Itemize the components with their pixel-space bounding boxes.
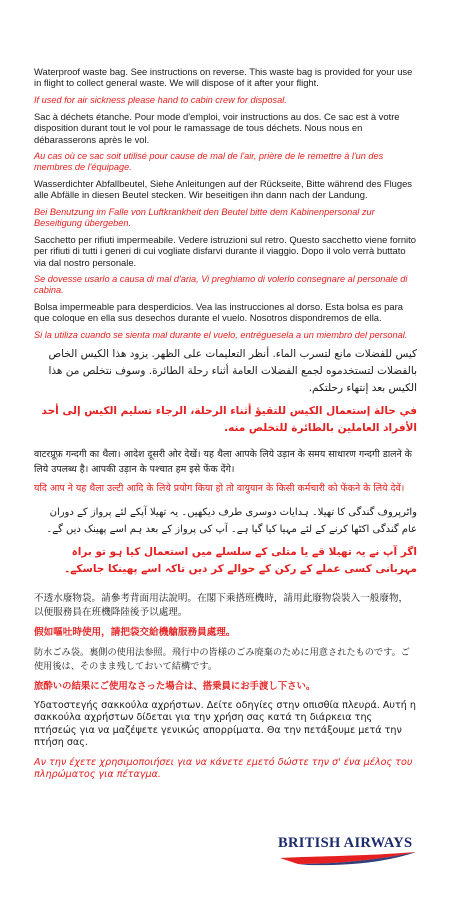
japanese-notice: 旅酔いの結果にご使用なさった場合は、搭乗員にお手渡し下さい。 [34,680,316,692]
english-instructions: Waterproof waste bag. See instructions on reverse. This waste bag is provided for your use in flight to collect general waste. We will dispose of it after your flight. [34,66,413,89]
urdu-instructions: واٹرپروف گندگی کا تھیلا۔ ہدایات دوسری طرف دیکھیں۔ یہ تھیلا آپکے لئے پرواز کے دوران عام گندگی اکٹھا کرنے کے لئے مہیا کیا گیا ہے۔ آپ کی پرواز کے بعد ہم اسے پھینک دیں گے۔ [46,506,417,535]
british-airways-logo [278,835,418,865]
hindi-notice: यदि आप ने यह थैला उल्टी आदि के लिये प्रयोग किया हो तो वायुयान के किसी कर्मचारी को फेंकने के लिये देवें। [34,482,405,494]
french-instructions: Sac à déchets étanche. Pour mode d'emploi, voir instructions au dos. Ce sac est à votre disposition durant tout le vol pour le ramassage de tous déchets. Nous nous en débarasserons après le vol. [34,110,400,145]
spanish-notice: Si la utiliza cuando se sienta mal durante el vuelo, entréguesela a un miembro del personal. [34,329,408,340]
italian-instructions: Sacchetto per rifiuti impermeabile. Vedere istruzioni sul retro. Questo sacchetto viene fornito per rifiuti di tutti i generi di cui vogliate disfarvi durante il viaggio. Dopo il volo verrà buttato via dal nostro personale. [34,233,416,268]
hindi-instructions: वाटरप्रूफ़ गन्दगी का थैला। आदेश दूसरी ओर देखें। यह थैला आपके लिये उड़ान के समय साधारण गन्दगी डालने के लिये उपलब्ध है। आपकी उड़ान के पश्चात हम इसे फेंक देंगे। [34,448,412,475]
german-notice: Bei Benutzung im Falle von Luftkrankheit den Beutel bitte dem Kabinenpersonal zur Beseitigung übergeben. [34,206,375,228]
urdu-notice: اگر آپ نے یہ تھیلا قے یا متلی کے سلسلے میں استعمال کیا ہو تو براہ مہربانی کسی عملے کے رکن کے حوالے کر دیں تاکہ اسے پھینکا جاسکے۔ [64,545,417,575]
japanese-instructions: 防水ごみ袋。裏側の使用法参照。飛行中の皆様のごみ廃棄のために用意されたものです。ご使用後は、そのまま残しておいて結構です。 [34,646,410,672]
greek-notice: Αν την έχετε χρησιμοποιήσει για να κάνετε εμετό δώστε την σ' ένα μέλος του πληρώματος για πέταγμα. [34,756,413,781]
spanish-instructions: Bolsa impermeable para desperdicios. Vea las instrucciones al dorso. Esta bolsa es para que coloque en ella sus desechos durante el vuelo. Nosotros dispondremos de ella. [34,301,403,324]
german-instructions: Wasserdichter Abfallbeutel, Siehe Anleitungen auf der Rückseite, Bitte während des Fluges alle Abfälle in diesen Beutel stecken. Wir beseitigen ihn dann nach der Landung. [34,178,412,201]
chinese-notice: 假如嘔吐時使用，請把袋交給機艙服務員處理。 [34,626,236,638]
greek-instructions: Υδατοστεγής σακκούλα αχρήστων. Δείτε οδηγίες στην οπισθία πλευρά. Αυτή η σακκούλα αχρήστων δίδεται για την χρήση σας κατά τη διάρκεια της πτήσεώς για να μαζέψετε γενικώς απορρίματα. Θα την πετάξουμε μετά την πτήση σας. [34,699,416,749]
chinese-instructions: 不透水廢物袋。請參考背面用法說明。在閣下乘搭班機時，請用此廢物袋裝入一般廢物，以便服務員在班機降陸後予以處理。 [34,592,409,618]
speedmarque-swoosh-icon [278,850,418,866]
french-notice: Au cas où ce sac soit utilisé pour cause de mal de l'air, prière de le remettre à l'un des membres de l'équipage. [34,151,384,173]
arabic-instructions: كيس للفضلات مانع لتسرب الماء. أنظر التعليمات على الظهر. يزود هذا الكيس الخاص بالفضلات لتستخدموه لجمع الفضلات العامة أثناء رحلة الطائرة. وسوف نتخلص من هذا الكيس بعد إنتهاء رحلتكم. [48,347,417,394]
logo-wordmark: BRITISH AIRWAYS [278,835,413,851]
english-notice: If used for air sickness please hand to cabin crew for disposal. [34,94,287,105]
arabic-notice: في حالة إستعمال الكيس للتقيؤ أثناء الرحلة، الرجاء تسليم الكيس إلى أحد الأفراد العاملين بالطائرة للتخلص منه. [41,404,417,434]
italian-notice: Se dovesse usarlo a causa di mal d'aria, Vi preghiamo di volerlo consegnare al personale di cabina. [34,274,408,296]
